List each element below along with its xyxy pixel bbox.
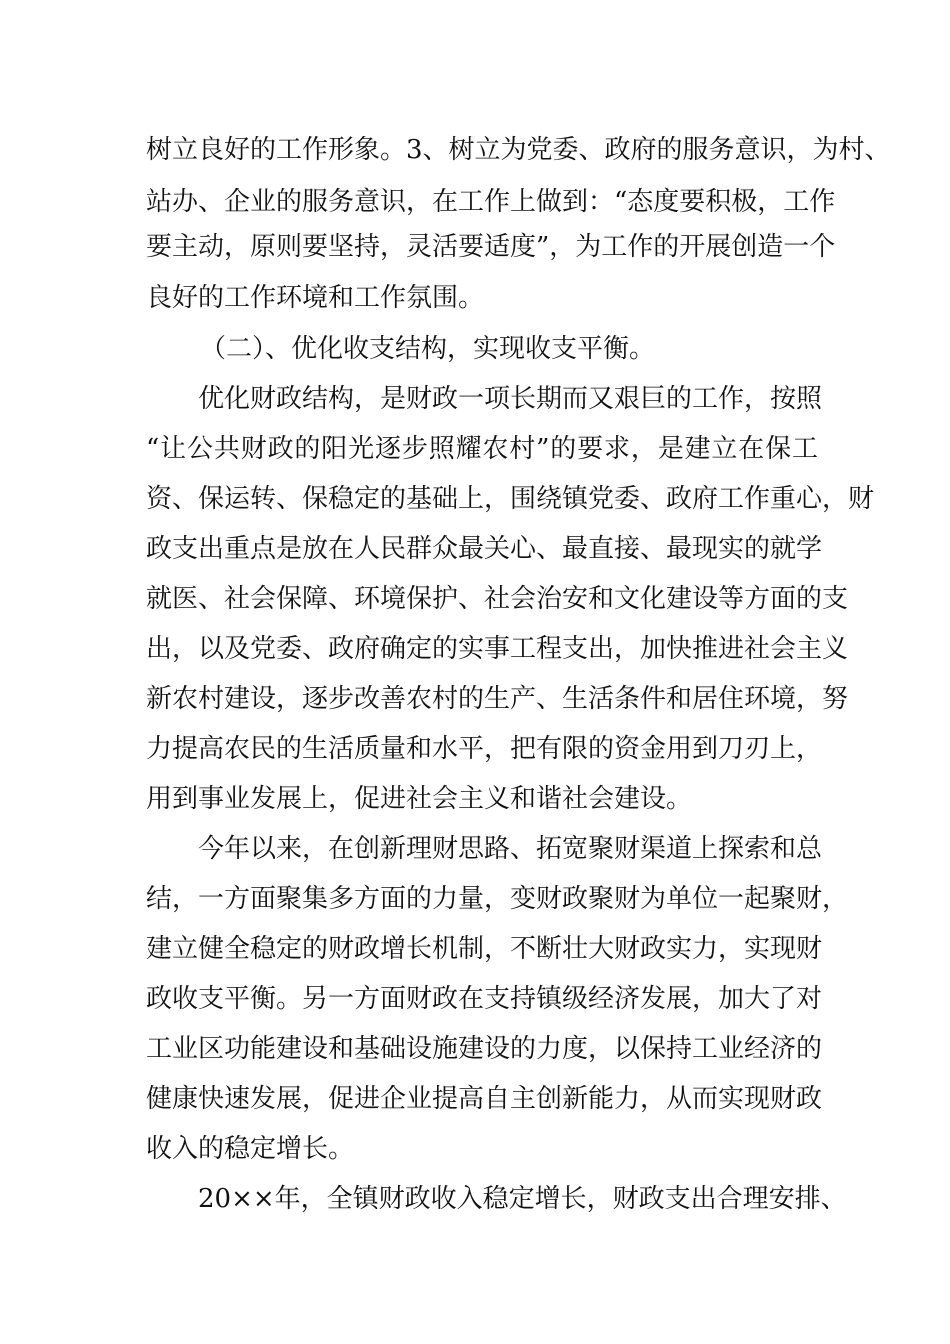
text-line: 就医、社会保障、环境保护、社会治安和文化建设等方面的支 xyxy=(146,584,849,614)
text-line: 力提高农民的生活质量和水平，把有限的资金用到刀刃上， xyxy=(146,734,823,764)
text-line: 结，一方面聚集多方面的力量，变财政聚财为单位一起聚财， xyxy=(146,884,849,914)
text-line: 用到事业发展上，促进社会主义和谐社会建设。 xyxy=(146,784,693,814)
paragraph-first-line: 20××年，全镇财政收入稳定增长，财政支出合理安排、 xyxy=(198,1184,847,1214)
text-line: 健康快速发展，促进企业提高自主创新能力，从而实现财政 xyxy=(146,1084,823,1114)
text-line: 政支出重点是放在人民群众最关心、最直接、最现实的就学 xyxy=(146,534,823,564)
text-line: 新农村建设，逐步改善农村的生产、生活条件和居住环境，努 xyxy=(146,684,849,714)
text-line: 站办、企业的服务意识，在工作上做到：“态度要积极，工作 xyxy=(146,187,836,217)
text-line: 资、保运转、保稳定的基础上，围绕镇党委、政府工作重心，财 xyxy=(146,484,875,514)
text-line: 工业区功能建设和基础设施建设的力度，以保持工业经济的 xyxy=(146,1034,823,1064)
text-line: 出，以及党委、政府确定的实事工程支出，加快推进社会主义 xyxy=(146,634,849,664)
text-line: “让公共财政的阳光逐步照耀农村”的要求，是建立在保工 xyxy=(146,434,818,464)
text-line: 树立良好的工作形象。3、树立为党委、政府的服务意识，为村、 xyxy=(146,135,891,165)
text-line: 要主动，原则要坚持，灵活要适度”，为工作的开展创造一个 xyxy=(146,232,836,262)
section-heading: （二）、优化收支结构，实现收支平衡。 xyxy=(200,334,656,364)
paragraph-first-line: 今年以来，在创新理财思路、拓宽聚财渠道上探索和总 xyxy=(198,834,823,864)
text-line: 收入的稳定增长。 xyxy=(146,1134,355,1164)
text-line: 建立健全稳定的财政增长机制，不断壮大财政实力，实现财 xyxy=(146,934,823,964)
text-line: 政收支平衡。另一方面财政在支持镇级经济发展，加大了对 xyxy=(146,984,823,1014)
text-line: 良好的工作环境和工作氛围。 xyxy=(146,283,485,313)
paragraph-first-line: 优化财政结构，是财政一项长期而又艰巨的工作，按照 xyxy=(198,384,823,414)
